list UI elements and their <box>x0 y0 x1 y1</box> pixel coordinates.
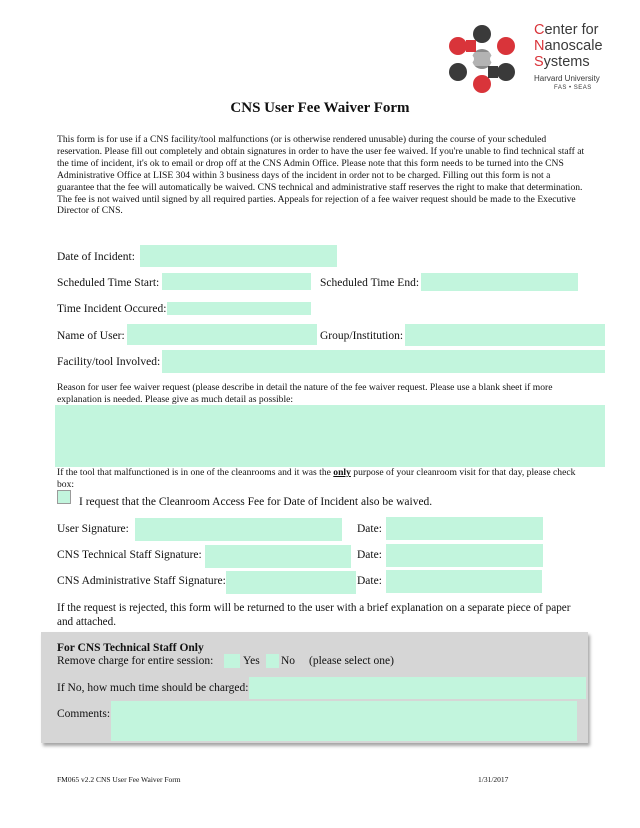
user-date-input[interactable] <box>386 517 543 540</box>
admin-signature-input[interactable] <box>226 571 356 594</box>
intro-paragraph: This form is for use if a CNS facility/tool malfunctions (or is otherwise rendered unusable) during the course of your scheduled reservation. Please fill out completely and obtain signatures in order to have the user fee waived. If you're unable to find technical staff at the time of incident, it's ok to email or drop off at the CNS Admin Office. Please note that this form needs to be turned into the CNS Administrative Office at LISE 304 within 3 business days of the incident in order not to be charged. Filling out this form is not a guarantee that the fee will automatically be waived. CNS technical and administrative staff reserves the right to make that determination. The fee is not waived until signed by all required parties. Appeals for rejection of a fee waiver request should be made to the Executive Director of CNS. <box>57 134 585 217</box>
logo-schools: FAS • SEAS <box>554 85 592 91</box>
scheduled-start-input[interactable] <box>162 273 311 290</box>
form-title: CNS User Fee Waiver Form <box>230 100 410 116</box>
charged-time-input[interactable] <box>249 677 586 699</box>
user-signature-label: User Signature: <box>57 523 129 535</box>
no-option-label: No <box>281 655 296 667</box>
logo-university: Harvard University <box>534 74 600 83</box>
remove-charge-label: Remove charge for entire session: <box>57 655 214 667</box>
reason-prompt: Reason for user fee waiver request (please describe in detail the nature of the fee waiver request. Please use a blank sheet if more explanation is needed. Please give as much detail as possible: <box>57 382 553 405</box>
cleanroom-checkbox-label: I request that the Cleanroom Access Fee for Date of Incident also be waived. <box>79 496 433 508</box>
reason-textarea[interactable] <box>55 405 605 467</box>
logo-line-1: Center for <box>534 22 599 38</box>
facility-tool-label: Facility/tool Involved: <box>57 356 161 368</box>
comments-input[interactable] <box>111 701 577 741</box>
logo-line-3: Systems <box>534 54 590 70</box>
name-of-user-label: Name of User: <box>57 330 125 342</box>
tech-signature-label: CNS Technical Staff Signature: <box>57 549 202 561</box>
yes-option-box[interactable] <box>224 654 240 668</box>
cns-logo <box>444 22 608 98</box>
no-option-box[interactable] <box>266 654 279 668</box>
user-date-label: Date: <box>357 523 382 535</box>
cleanroom-fee-checkbox[interactable] <box>57 490 71 504</box>
scheduled-start-label: Scheduled Time Start: <box>57 277 160 289</box>
admin-date-input[interactable] <box>386 570 542 593</box>
staff-section-heading: For CNS Technical Staff Only <box>57 642 204 654</box>
name-of-user-input[interactable] <box>127 324 317 345</box>
if-no-label: If No, how much time should be charged: <box>57 682 249 694</box>
admin-date-label: Date: <box>357 575 382 587</box>
rejection-note: If the request is rejected, this form will be returned to the user with a brief explanation on a separate piece of paper and attached. <box>57 602 571 628</box>
facility-tool-input[interactable] <box>162 350 605 373</box>
time-incident-input[interactable] <box>167 302 311 315</box>
comments-label: Comments: <box>57 708 111 720</box>
cleanroom-note: If the tool that malfunctioned is in one of the cleanrooms and it was the only purpose of your cleanroom visit for that day, please check box: <box>57 467 576 490</box>
yes-option-label: Yes <box>243 655 260 667</box>
select-one-hint: (please select one) <box>309 655 394 667</box>
tech-date-label: Date: <box>357 549 382 561</box>
logo-line-2: Nanoscale <box>534 38 603 54</box>
scheduled-end-label: Scheduled Time End: <box>320 277 420 289</box>
group-institution-label: Group/Institution: <box>320 330 404 342</box>
footer-form-id: FM065 v2.2 CNS User Fee Waiver Form <box>57 775 181 784</box>
group-institution-input[interactable] <box>405 324 605 346</box>
admin-signature-label: CNS Administrative Staff Signature: <box>57 575 226 587</box>
footer-date: 1/31/2017 <box>478 775 509 784</box>
user-signature-input[interactable] <box>135 518 342 541</box>
scheduled-end-input[interactable] <box>421 273 578 291</box>
date-of-incident-input[interactable] <box>140 245 337 267</box>
time-incident-label: Time Incident Occured: <box>57 303 167 315</box>
nanoscale-logo-icon <box>444 24 524 96</box>
tech-date-input[interactable] <box>386 544 543 567</box>
date-of-incident-label: Date of Incident: <box>57 251 135 263</box>
tech-signature-input[interactable] <box>205 545 351 568</box>
